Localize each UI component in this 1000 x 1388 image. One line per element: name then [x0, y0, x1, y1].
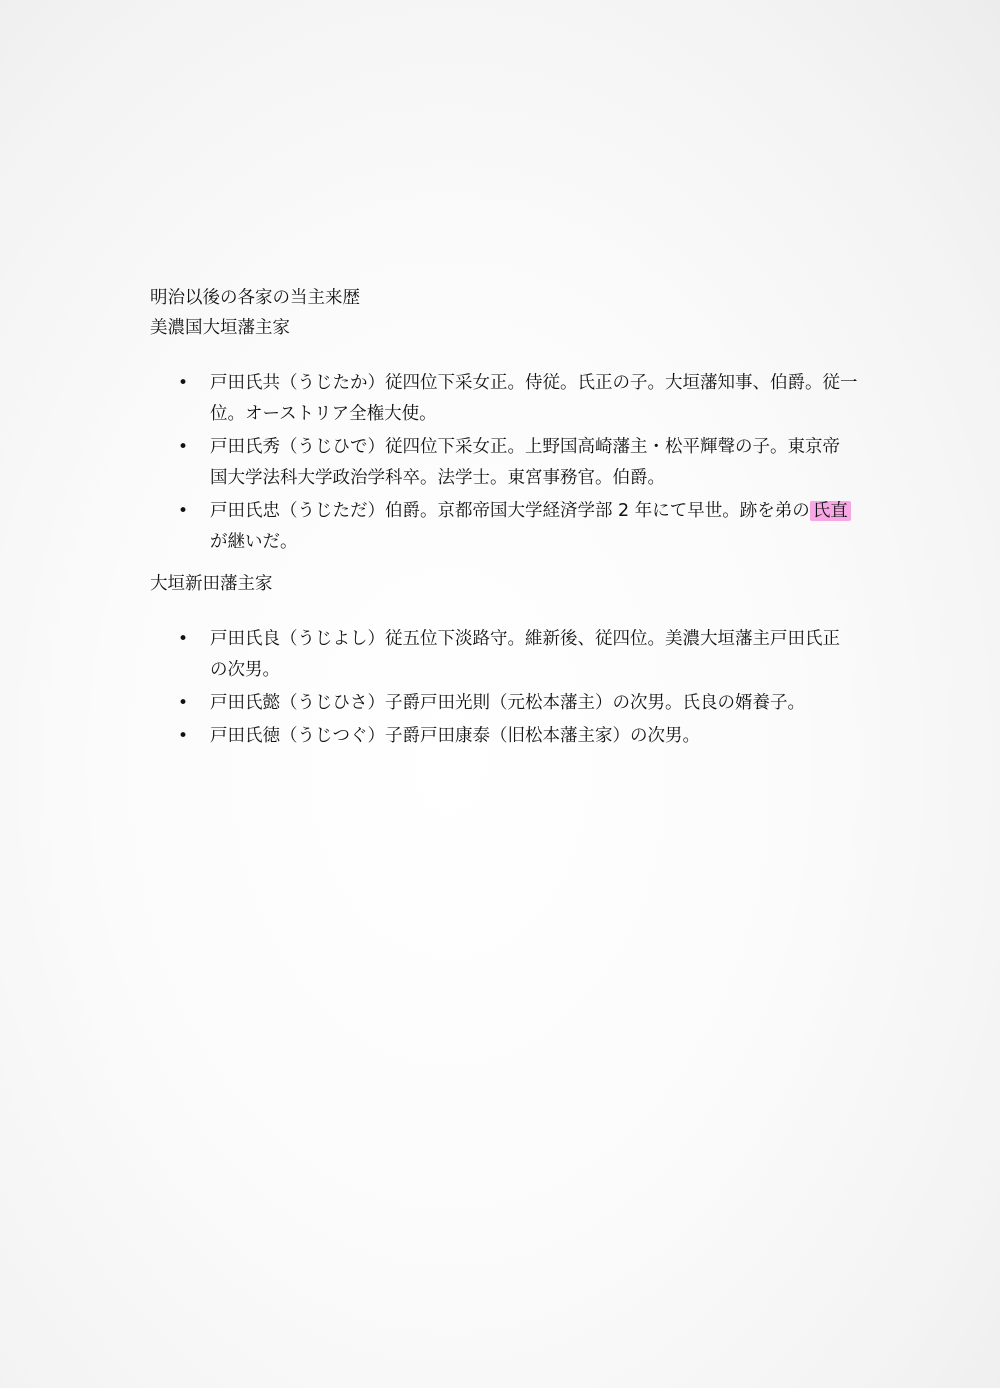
- item-text-line: 位。オーストリア全権大使。: [210, 404, 437, 424]
- list-item: [178, 624, 878, 686]
- item-text-line: 戸田氏徳（うじつぐ）子爵戸田康泰（旧松本藩主家）の次男。: [210, 726, 700, 746]
- list-item: [178, 688, 878, 719]
- item-text-line: 戸田氏良（うじよし）従五位下淡路守。維新後、従四位。美濃大垣藩主戸田氏正: [210, 629, 840, 649]
- item-text-line: の次男。: [210, 660, 280, 680]
- section-heading-ogaki-shinden-domain: 大垣新田藩主家: [150, 574, 273, 594]
- bullet-icon: •: [178, 501, 189, 521]
- bullet-icon: •: [178, 693, 189, 713]
- document-title: 明治以後の各家の当主来歴: [150, 288, 360, 308]
- item-text-line: 戸田氏秀（うじひで）従四位下采女正。上野国高崎藩主・松平輝聲の子。東京帝: [210, 437, 840, 457]
- list-item: [178, 496, 878, 558]
- bullet-icon: •: [178, 437, 189, 457]
- bullet-icon: •: [178, 373, 189, 393]
- item-text-line: 戸田氏共（うじたか）従四位下采女正。侍従。氏正の子。大垣藩知事、伯爵。従一: [210, 373, 858, 393]
- section-heading-ogaki-domain: 美濃国大垣藩主家: [150, 318, 290, 338]
- item-text-line: [210, 496, 878, 527]
- item-text: 戸田氏忠（うじただ）伯爵。京都帝国大学経済学部 2 年にて早世。跡を弟の: [210, 501, 810, 521]
- item-text-line: 国大学法科大学政治学科卒。法学士。東宮事務官。伯爵。: [210, 468, 665, 488]
- item-text-line: 戸田氏懿（うじひさ）子爵戸田光則（元松本藩主）の次男。氏良の婿養子。: [210, 693, 805, 713]
- highlighted-name: 氏直: [810, 501, 851, 521]
- list-item: [178, 432, 878, 494]
- list-item: [178, 368, 878, 430]
- ogaki-shinden-heads-list: [178, 624, 878, 754]
- bullet-icon: •: [178, 726, 189, 746]
- item-text-line: が継いだ。: [210, 532, 298, 552]
- list-item: [178, 721, 878, 752]
- bullet-icon: •: [178, 629, 189, 649]
- ogaki-domain-heads-list: [178, 368, 878, 560]
